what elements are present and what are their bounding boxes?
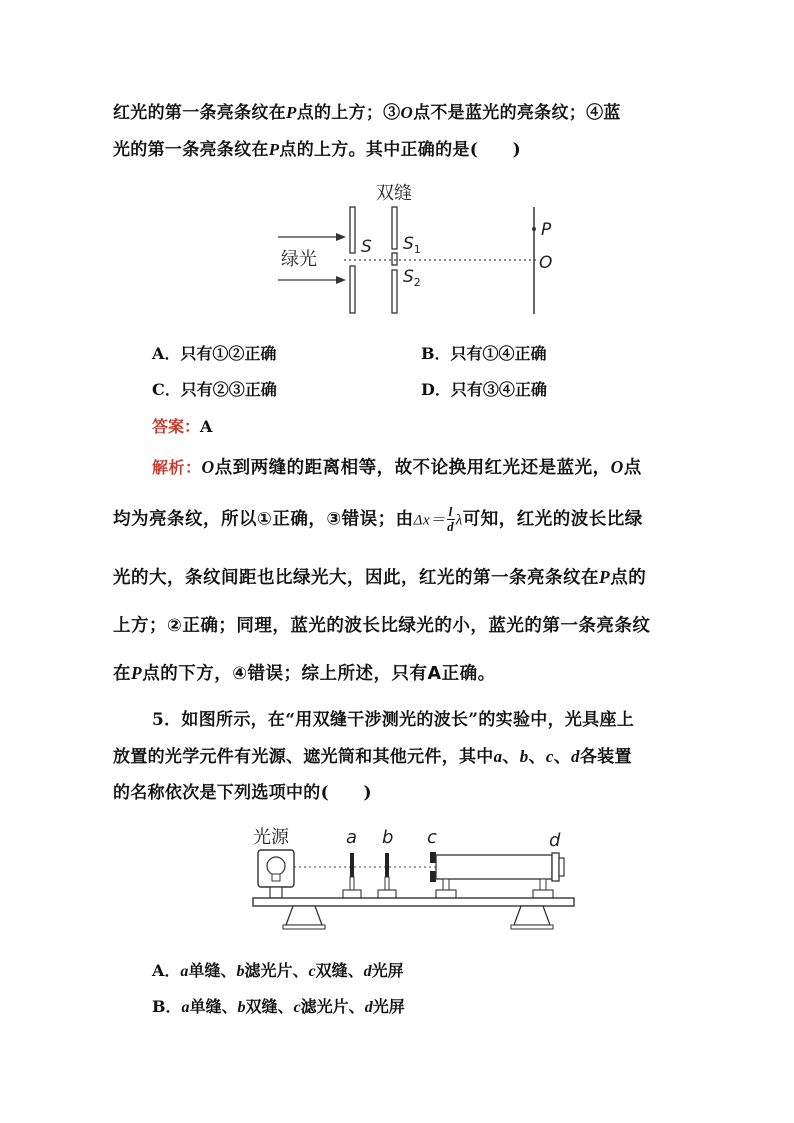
optical-rail	[253, 898, 574, 906]
label-b: b	[382, 827, 394, 848]
answer-label: 答案：	[152, 417, 201, 436]
fraction-l-over-d: $\frac{l}{d}$	[447, 504, 455, 534]
q5-option-b: B．a单缝、b双缝、c滤光片、d光屏	[152, 997, 405, 1016]
question5-line1: 5．如图所示，在“用双缝干涉测光的波长”的实验中，光具座上	[152, 710, 635, 730]
answer-line	[152, 414, 212, 437]
double-slit-middle	[392, 253, 397, 265]
s-label: S	[361, 237, 372, 257]
single-slit-lower	[350, 266, 355, 313]
explanation-line5: 在P点的下方，④错误；综上所述，只有A正确。	[113, 663, 496, 684]
bulb-base	[272, 874, 280, 881]
explanation-line2: 均为亮条纹，所以①正确，③错误；由Δx＝ $\frac{l}{d}$ λ可知，红光的波长比绿	[113, 504, 643, 534]
element-d	[552, 853, 559, 881]
tube-support-left-base	[436, 890, 456, 898]
single-slit-upper	[350, 207, 355, 253]
option-c: C．只有②③正确	[152, 380, 277, 399]
double-slit-lower	[392, 270, 397, 313]
element-d-cap	[559, 858, 564, 876]
element-c-lower	[430, 871, 436, 882]
s1-label: $S_1$	[403, 234, 421, 256]
element-a	[350, 853, 354, 877]
question5-line2: 放置的光学元件有光源、遮光筒和其他元件，其中a、b、c、d各装置	[113, 747, 632, 767]
point-p-dot	[532, 227, 536, 231]
element-b-base	[378, 890, 396, 898]
label-d: d	[549, 830, 561, 851]
light-source-housing	[258, 850, 294, 887]
arrowhead-lower	[336, 276, 346, 284]
tube-support-right	[540, 879, 546, 890]
element-a-post	[350, 877, 354, 890]
explanation-label: 解析：	[152, 458, 202, 477]
p-label: P	[541, 220, 552, 240]
rail-foot-left	[286, 906, 322, 925]
question4-line1: 红光的第一条亮条纹在P点的上方；③O点不是蓝光的亮条纹；④蓝	[113, 103, 621, 123]
rail-foot-left-pad	[283, 925, 325, 929]
label-a: a	[346, 827, 358, 848]
double-slit-upper	[392, 207, 397, 249]
light-shield-tube	[436, 855, 552, 879]
element-b-post	[385, 877, 389, 890]
bulb-icon	[267, 857, 285, 875]
tube-support-left	[443, 879, 449, 890]
answer-value: A	[200, 417, 213, 436]
tube-support-right-base	[533, 890, 553, 898]
question4-line2: 光的第一条亮条纹在P点的上方。其中正确的是( )	[113, 140, 521, 160]
option-a: A．只有①②正确	[152, 344, 277, 363]
double-slit-title: 双缝	[376, 183, 412, 204]
element-c-upper	[430, 852, 436, 863]
o-label: O	[539, 253, 553, 273]
option-d: D．只有③④正确	[421, 380, 547, 399]
q5-option-a: A．a单缝、b滤光片、c双缝、d光屏	[152, 961, 404, 980]
element-a-base	[343, 890, 361, 898]
label-c: c	[427, 827, 437, 848]
rail-foot-right	[514, 906, 550, 925]
explanation-line1: 解析：O点到两缝的距离相等，故不论换用红光还是蓝光，O点	[152, 457, 642, 478]
explanation-line3: 光的大，条纹间距也比绿光大，因此，红光的第一条亮条纹在P点的	[113, 567, 647, 588]
arrowhead-upper	[336, 233, 346, 241]
question5-line3: 的名称依次是下列选项中的( )	[113, 783, 372, 803]
green-light-label: 绿光	[281, 249, 317, 270]
option-b: B．只有①④正确	[421, 344, 547, 363]
explanation-line4: 上方；②正确；同理，蓝光的波长比绿光的小，蓝光的第一条亮条纹	[113, 616, 651, 636]
element-b	[385, 853, 389, 877]
light-source-stand	[270, 887, 282, 898]
s2-label: $S_2$	[403, 267, 421, 289]
rail-foot-right-pad	[511, 925, 553, 929]
light-source-label: 光源	[253, 827, 289, 848]
